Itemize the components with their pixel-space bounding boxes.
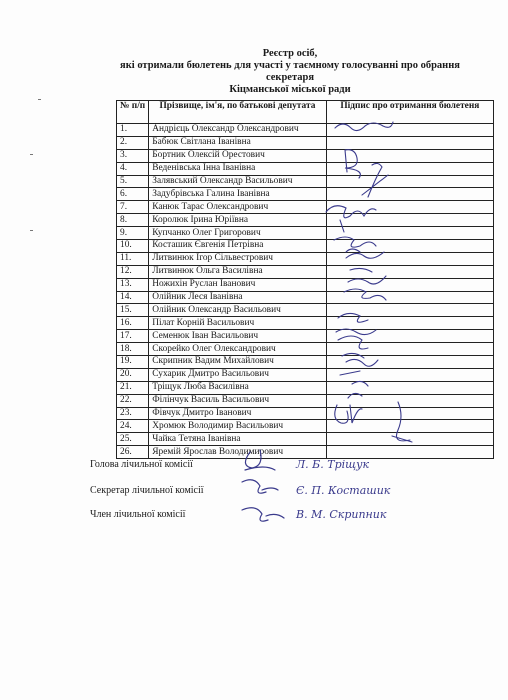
- deputy-name: Олійник Олександр Васильович: [149, 304, 326, 317]
- row-number: 15.: [117, 304, 149, 317]
- signature-cell: [326, 252, 493, 265]
- deputy-name: Бабюк Світлана Іванівна: [149, 136, 326, 149]
- signature-cell: [326, 175, 493, 188]
- row-number: 2.: [117, 136, 149, 149]
- deputy-name: Фівчук Дмитро Іванович: [149, 407, 326, 420]
- signature-cell: [326, 330, 493, 343]
- deputy-name: Литвинюк Ольга Василівна: [149, 265, 326, 278]
- secretary-label: Секретар лічильної комісії: [90, 485, 204, 496]
- table-header-row: [117, 101, 494, 124]
- table-row: [117, 446, 494, 459]
- signature-cell: [326, 433, 493, 446]
- table-row: [117, 394, 494, 407]
- column-header-signature: Підпис про отримання бюлетеня: [326, 101, 493, 124]
- row-number: 9.: [117, 227, 149, 240]
- row-number: 25.: [117, 433, 149, 446]
- row-number: 6.: [117, 188, 149, 201]
- signature-cell: [326, 124, 493, 137]
- table-row: [117, 407, 494, 420]
- signature-cell: [326, 278, 493, 291]
- row-number: 20.: [117, 368, 149, 381]
- row-number: 23.: [117, 407, 149, 420]
- table-row: [117, 188, 494, 201]
- row-number: 3.: [117, 149, 149, 162]
- signature-scribble: [242, 508, 284, 521]
- table-row: [117, 149, 494, 162]
- title-line: які отримали бюлетень для участі у таємному голосуванні про обрання секретаря: [120, 60, 460, 83]
- row-number: 5.: [117, 175, 149, 188]
- scan-artifact: [30, 154, 33, 155]
- signature-cell: [326, 407, 493, 420]
- deputy-name: Андрієць Олександр Олександрович: [149, 124, 326, 137]
- row-number: 22.: [117, 394, 149, 407]
- deputy-name: Ножихін Руслан Іванович: [149, 278, 326, 291]
- table-row: [117, 227, 494, 240]
- deputy-name: Пілат Корній Васильович: [149, 317, 326, 330]
- row-number: 8.: [117, 214, 149, 227]
- signature-cell: [326, 343, 493, 356]
- signature-cell: [326, 420, 493, 433]
- deputy-name: Задубрівська Галина Іванівна: [149, 188, 326, 201]
- row-number: 26.: [117, 446, 149, 459]
- deputy-name: Яремій Ярослав Володимирович: [149, 446, 326, 459]
- table-row: [117, 201, 494, 214]
- member-label: Член лічильної комісії: [90, 509, 186, 520]
- row-number: 10.: [117, 240, 149, 253]
- title-line: Кіцманської міської ради: [229, 84, 351, 95]
- deputy-name: Хромюк Володимир Васильович: [149, 420, 326, 433]
- signature-cell: [326, 317, 493, 330]
- signature-cell: [326, 304, 493, 317]
- table-row: [117, 433, 494, 446]
- table-row: [117, 368, 494, 381]
- signature-cell: [326, 368, 493, 381]
- deputy-name: Тріщук Люба Василівна: [149, 381, 326, 394]
- deputy-name: Королюк Ірина Юріївна: [149, 214, 326, 227]
- table-row: [117, 381, 494, 394]
- deputy-name: Косташик Євгенія Петрівна: [149, 240, 326, 253]
- member-name: В. М. Скрипник: [296, 508, 387, 521]
- table-row: [117, 240, 494, 253]
- title-line: Реєстр осіб,: [262, 48, 318, 59]
- deputy-name: Філінчук Василь Васильович: [149, 394, 326, 407]
- scan-artifact: [30, 230, 33, 231]
- deputy-name: Семенюк Іван Васильович: [149, 330, 326, 343]
- row-number: 13.: [117, 278, 149, 291]
- table-row: [117, 291, 494, 304]
- row-number: 14.: [117, 291, 149, 304]
- deputy-name: Олійник Леся Іванівна: [149, 291, 326, 304]
- row-number: 7.: [117, 201, 149, 214]
- chair-label: Голова лічильної комісії: [90, 459, 193, 470]
- signature-cell: [326, 149, 493, 162]
- table-row: [117, 214, 494, 227]
- deputy-name: Скорейко Олег Олександрович: [149, 343, 326, 356]
- column-header-number: № п/п: [117, 101, 149, 124]
- table-row: [117, 420, 494, 433]
- document-title: [100, 48, 480, 96]
- deputy-name: Залявський Олександр Васильович: [149, 175, 326, 188]
- table-row: [117, 343, 494, 356]
- signature-cell: [326, 381, 493, 394]
- table-row: [117, 317, 494, 330]
- signature-scribble: [242, 480, 278, 493]
- column-header-name: Прізвище, ім'я, по батькові депутата: [149, 101, 326, 124]
- signature-cell: [326, 265, 493, 278]
- table-row: [117, 278, 494, 291]
- signature-cell: [326, 188, 493, 201]
- deputy-name: Канюк Тарас Олександрович: [149, 201, 326, 214]
- scan-artifact: [38, 99, 41, 100]
- deputy-name: Веденівська Інна Іванівна: [149, 162, 326, 175]
- secretary-name: Є. П. Косташик: [296, 484, 391, 497]
- signature-cell: [326, 162, 493, 175]
- table-row: [117, 356, 494, 369]
- row-number: 19.: [117, 356, 149, 369]
- table-row: [117, 330, 494, 343]
- table-row: [117, 252, 494, 265]
- table-row: [117, 175, 494, 188]
- deputy-name: Бортник Олексій Орестович: [149, 149, 326, 162]
- row-number: 17.: [117, 330, 149, 343]
- signature-cell: [326, 227, 493, 240]
- signature-cell: [326, 201, 493, 214]
- row-number: 24.: [117, 420, 149, 433]
- deputy-name: Чайка Тетяна Іванівна: [149, 433, 326, 446]
- signature-cell: [326, 214, 493, 227]
- row-number: 21.: [117, 381, 149, 394]
- deputy-name: Скрипник Вадим Михайлович: [149, 356, 326, 369]
- table-row: [117, 304, 494, 317]
- row-number: 12.: [117, 265, 149, 278]
- row-number: 18.: [117, 343, 149, 356]
- table-row: [117, 265, 494, 278]
- chair-name: Л. Б. Тріщук: [296, 458, 370, 471]
- deputy-name: Сухарик Дмитро Васильович: [149, 368, 326, 381]
- signature-cell: [326, 356, 493, 369]
- table-row: [117, 162, 494, 175]
- signature-cell: [326, 394, 493, 407]
- signature-cell: [326, 240, 493, 253]
- row-number: 1.: [117, 124, 149, 137]
- table-row: [117, 124, 494, 137]
- deputy-name: Литвинюк Ігор Сільвестрович: [149, 252, 326, 265]
- row-number: 4.: [117, 162, 149, 175]
- row-number: 16.: [117, 317, 149, 330]
- signature-cell: [326, 291, 493, 304]
- registry-table: [116, 100, 494, 459]
- signature-cell: [326, 446, 493, 459]
- row-number: 11.: [117, 252, 149, 265]
- signature-cell: [326, 136, 493, 149]
- table-row: [117, 136, 494, 149]
- deputy-name: Купчанко Олег Григорович: [149, 227, 326, 240]
